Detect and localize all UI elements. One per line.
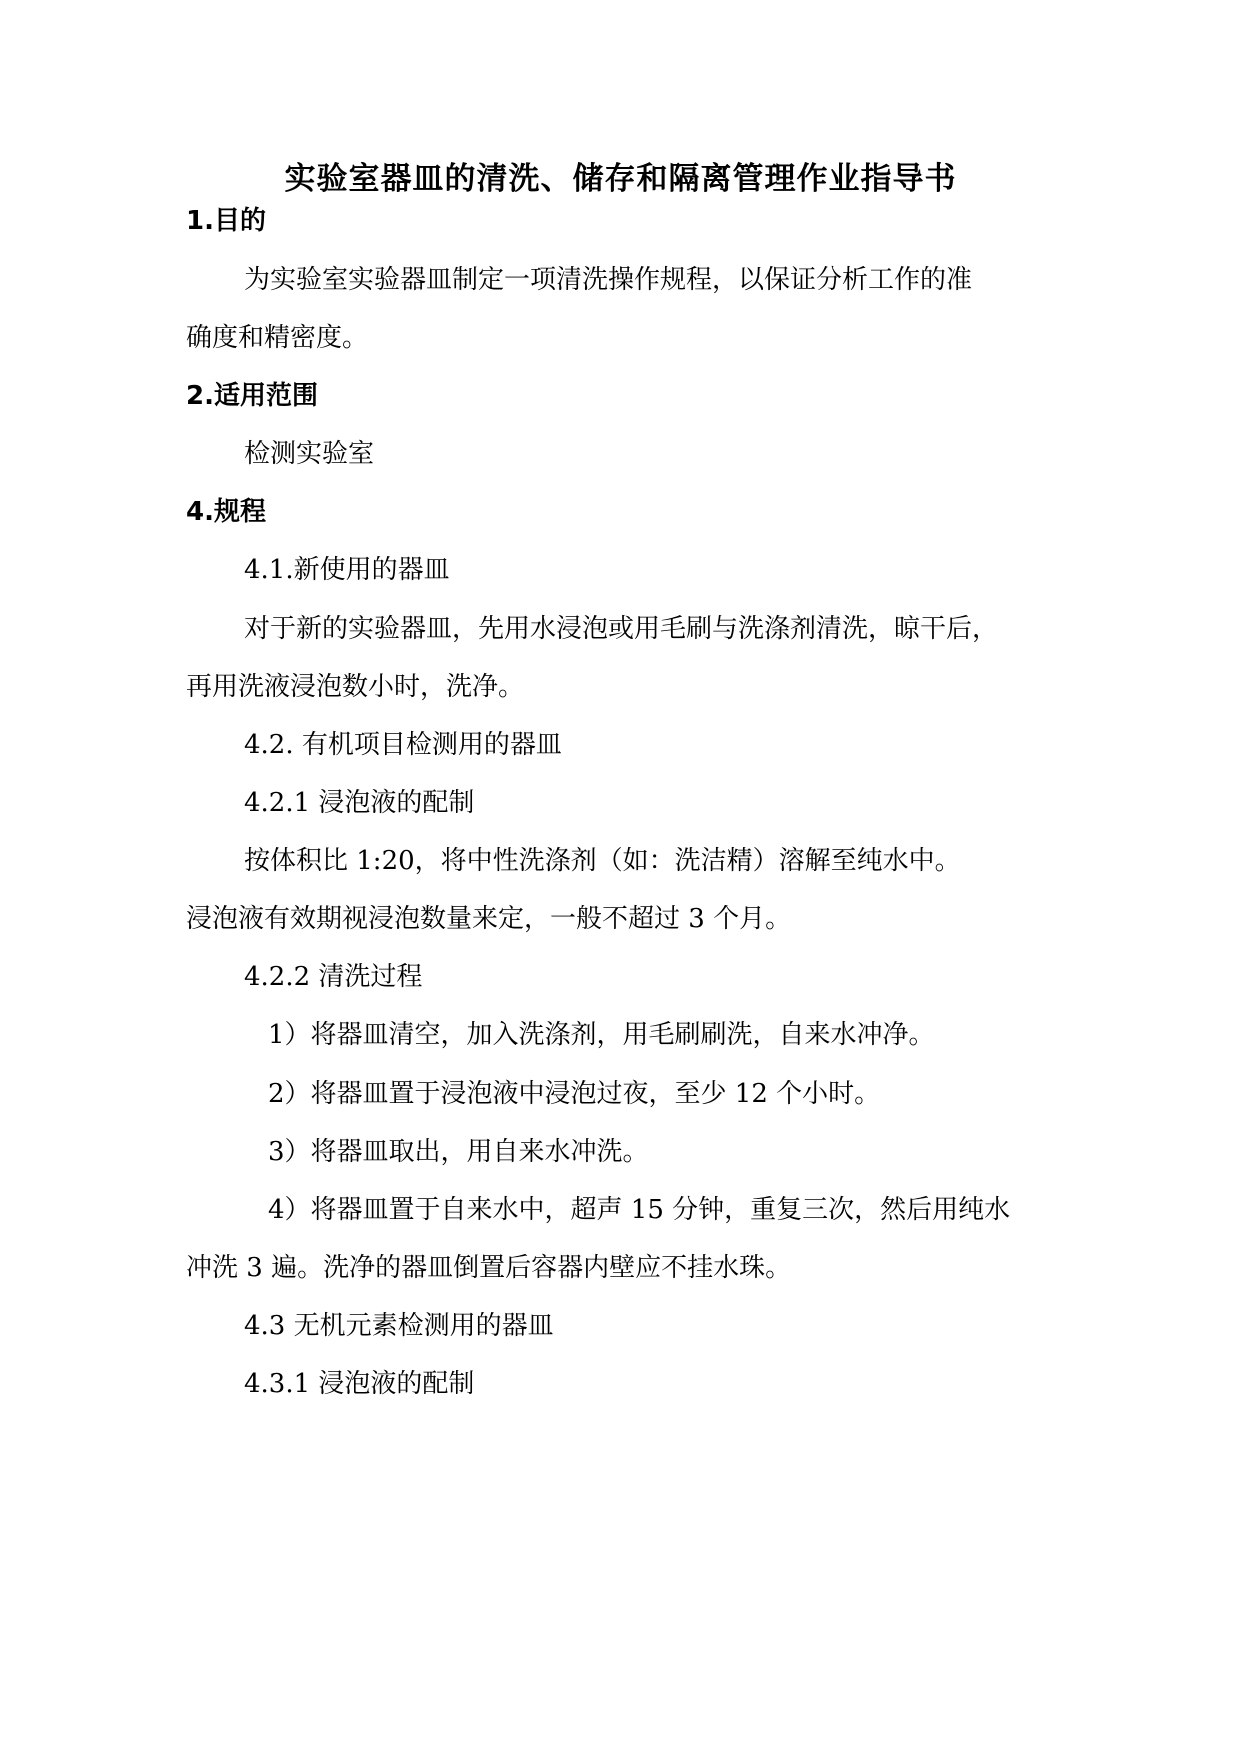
cleaning-step-4-line-1: 4）将器皿置于自来水中，超声 15 分钟，重复三次，然后用纯水 — [268, 1195, 1011, 1225]
section-2-heading: 2.适用范围 — [186, 381, 318, 411]
section-2-paragraph: 检测实验室 — [244, 439, 375, 469]
cleaning-step-3: 3）将器皿取出，用自来水冲洗。 — [268, 1137, 649, 1167]
section-4-2-1-paragraph-line-2: 浸泡液有效期视浸泡数量来定，一般不超过 3 个月。 — [186, 904, 792, 934]
section-4-2-1-paragraph-line-1: 按体积比 1:20，将中性洗涤剂（如：洗洁精）溶解至纯水中。 — [244, 846, 961, 876]
section-4-1-heading: 4.1.新使用的器皿 — [244, 555, 450, 585]
section-4-2-1-heading: 4.2.1 浸泡液的配制 — [244, 788, 475, 818]
cleaning-step-2: 2）将器皿置于浸泡液中浸泡过夜，至少 12 个小时。 — [268, 1079, 881, 1109]
section-1-heading: 1.目的 — [186, 206, 266, 236]
cleaning-step-4-line-2: 冲洗 3 遍。洗净的器皿倒置后容器内壁应不挂水珠。 — [186, 1253, 792, 1283]
section-4-1-paragraph-line-1: 对于新的实验器皿，先用水浸泡或用毛刷与洗涤剂清洗，晾干后， — [244, 614, 999, 644]
section-1-paragraph-line-2: 确度和精密度。 — [186, 323, 369, 353]
cleaning-step-1: 1）将器皿清空，加入洗涤剂，用毛刷刷洗，自来水冲净。 — [268, 1020, 935, 1050]
section-4-heading: 4.规程 — [186, 497, 266, 527]
section-4-1-paragraph-line-2: 再用洗液浸泡数小时，洗净。 — [186, 672, 525, 702]
section-1-paragraph-line-1: 为实验室实验器皿制定一项清洗操作规程，以保证分析工作的准 — [244, 265, 973, 295]
section-4-3-heading: 4.3 无机元素检测用的器皿 — [244, 1311, 554, 1341]
section-4-2-heading: 4.2. 有机项目检测用的器皿 — [244, 730, 562, 760]
section-4-3-1-heading: 4.3.1 浸泡液的配制 — [244, 1369, 475, 1399]
document-title: 实验室器皿的清洗、储存和隔离管理作业指导书 — [284, 161, 957, 197]
section-4-2-2-heading: 4.2.2 清洗过程 — [244, 962, 423, 992]
